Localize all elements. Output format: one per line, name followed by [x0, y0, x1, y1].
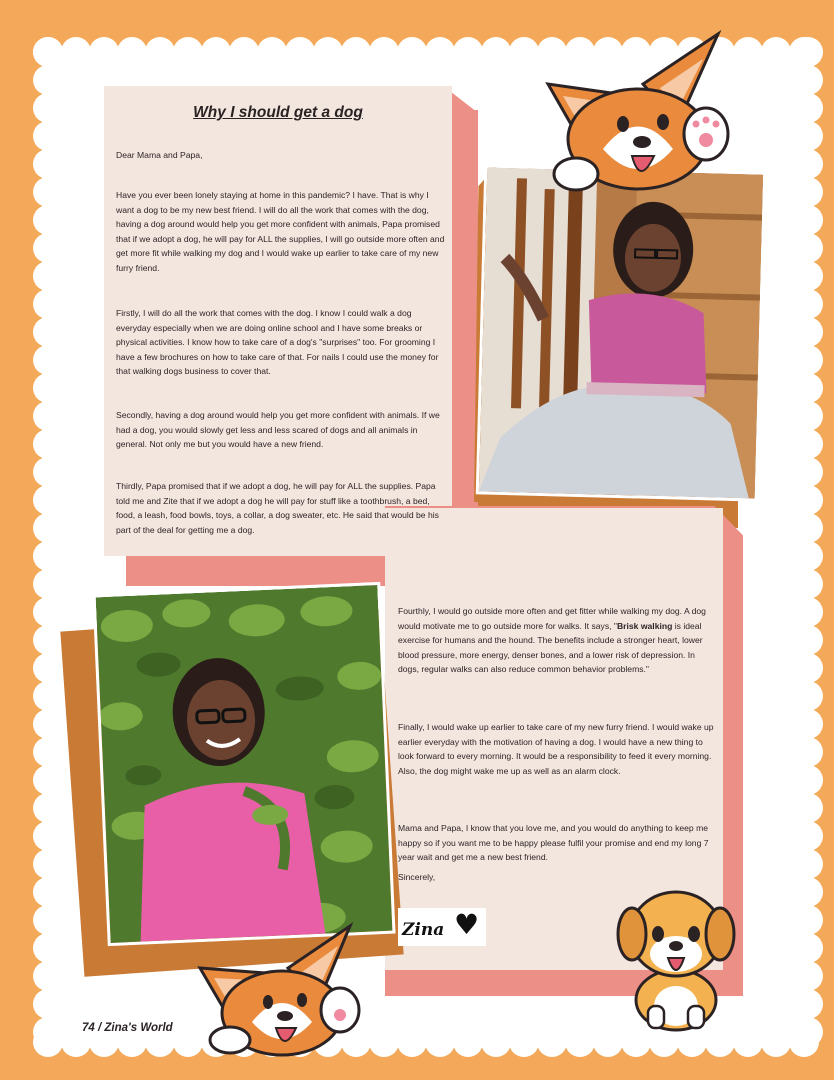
letter-paragraph-firstly: Firstly, I will do all the work that comes with the dog. I know I could walk a dog everyday especially when we are doing online school and I have some breaks or physical activities. I know how to take care of a dog's "surprises" too. For grooming I have a few brochures on how to take care of that. For nails I could use the money for that walking dogs business to cover that. [116, 308, 439, 377]
letter-signoff: Sincerely, [398, 872, 436, 882]
letter-title: Why I should get a dog [193, 104, 363, 121]
letter-greeting: Dear Mama and Papa, [116, 150, 203, 160]
heart-icon: ♥ [454, 908, 480, 941]
quote-bold-phrase: Brisk walking [616, 620, 673, 631]
girl-stairs-photo [476, 164, 767, 501]
letter-paragraph-fourthly: Fourthly, I would go outside more often and get fitter while walking my dog. A dog would motivate me to go outside more for walks. It says, "Brisk walking is ideal exercise for humans and the hound. The benefits include a stronger heart, lower blood pressure, more energy, denser bones, and a lower risk of depression. In dogs, regular walks can also reduce common behavior problems." [398, 606, 706, 675]
signature: Zina [402, 920, 445, 940]
letter-paragraph-closing: Mama and Papa, I know that you love me, and you would do anything to keep me happy so if you want me to be happy please fulfil your promise and end my long 7 year wait and get me a new best friend. [398, 823, 709, 863]
corgi-sticker-icon [528, 24, 738, 194]
letter-paragraph-thirdly: Thirdly, Papa promised that if we adopt a dog, he will pay for ALL the supplies. Papa told me and Zite that if we adopt a dog he will pay for stuff like a toothbrush, a bed, food, a leash, food bowls, toys, a collar, a dog sweater, etc. He said that would be his part of the deal for getting me a dog. [116, 481, 439, 535]
girl-leaves-photo [92, 582, 395, 946]
puppy-sticker-icon [614, 882, 738, 1032]
signature-box [398, 908, 486, 946]
letter-paragraph-intro: Have you ever been lonely staying at home in this pandemic? I have. That is why I want a dog to be my new best friend. I will do all the work that comes with the dog, having a dog around would help you get more confident with animals, Papa promised that if we adopt a dog, he will pay for ALL the supplies, I will go outside more often and get more fit while walking my dog and I would wake up earlier to take care of my new furry friend. [116, 190, 445, 273]
letter-paragraph-secondly: Secondly, having a dog around would help you get more confident with animals. If we had a dog, you would slowly get less and less scared of dogs and all animals in general. Not only me but you would have a new friend. [116, 410, 440, 450]
letter-paragraph-finally: Finally, I would wake up earlier to take care of my new furry friend. I would wake up earlier everyday with the motivation of having a dog. I would have a new thing to look forward to every morning. It would be a responsibility to feed it every morning. Also, the dog might wake me up as well as an alarm clock. [398, 722, 714, 776]
corgi-sticker-icon-bottom [190, 918, 370, 1058]
page-folio: 74 / Zina's World [82, 1022, 173, 1034]
